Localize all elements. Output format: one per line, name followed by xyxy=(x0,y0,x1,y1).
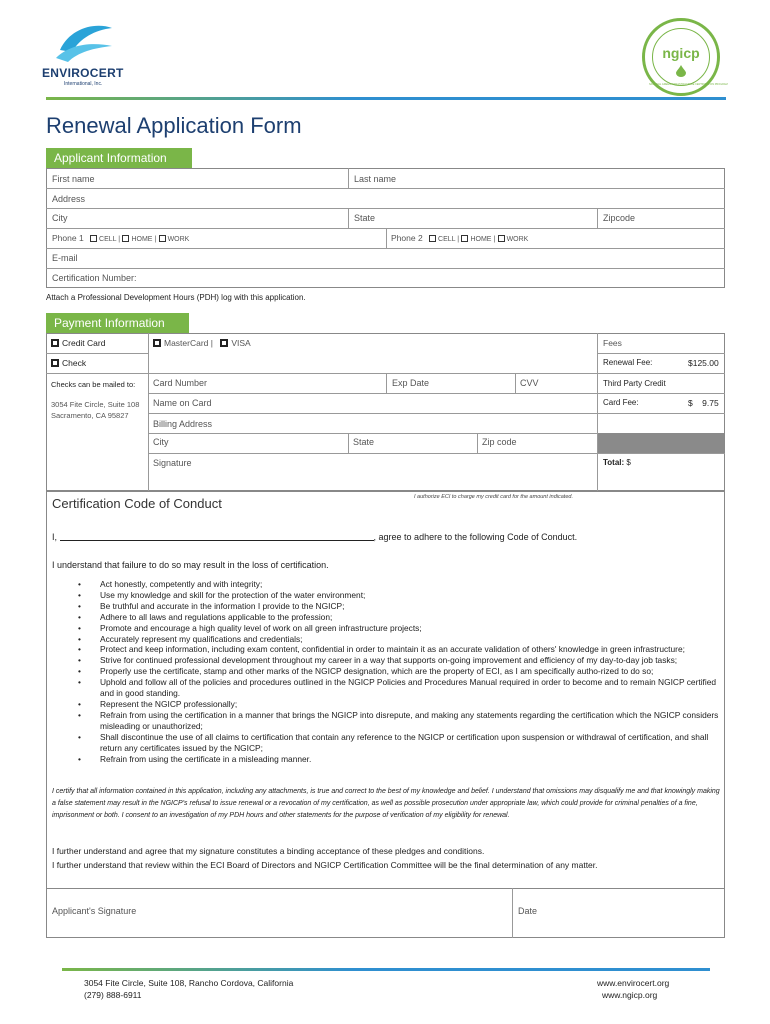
row-divider xyxy=(597,393,725,394)
card-number-field[interactable]: Card Number xyxy=(153,378,208,388)
col-divider xyxy=(597,333,598,491)
row-divider xyxy=(148,433,597,434)
billing-address-field[interactable]: Billing Address xyxy=(153,419,213,429)
col-divider xyxy=(348,208,349,228)
pledge-agree: , agree to adhere to the following Code of Conduct. xyxy=(373,532,578,542)
ngicp-seal xyxy=(642,18,728,96)
credit-card-option[interactable] xyxy=(51,338,105,348)
footer-rule xyxy=(62,968,710,971)
conduct-item: • Use my knowledge and skill for the protection of the water environment; xyxy=(60,590,720,601)
row-divider xyxy=(46,208,725,209)
row-divider xyxy=(148,373,597,374)
conduct-item: • Properly use the certificate, stamp and other marks of the NGICP designation, which are the property of ECI, as I am specifically autho-rized to do so; xyxy=(60,666,720,677)
understand-text: I understand that failure to do so may result in the loss of certification. xyxy=(52,560,329,570)
name-on-card-field[interactable]: Name on Card xyxy=(153,398,212,408)
checkbox-icon[interactable] xyxy=(429,235,436,242)
row-divider xyxy=(597,453,725,454)
cell-option: CELL | xyxy=(438,236,460,243)
checkbox-icon[interactable] xyxy=(220,339,228,347)
renewal-fee-value: $125.00 xyxy=(688,358,719,368)
phone2-label: Phone 2 xyxy=(391,233,423,243)
checkbox-icon[interactable] xyxy=(51,359,59,367)
payment-section-header: Payment Information xyxy=(46,313,189,333)
col-divider xyxy=(386,373,387,393)
further-text-2: I further understand that review within the ECI Board of Directors and NGICP Certification Committee will be the final determination of any matter. xyxy=(52,860,598,870)
conduct-item: • Refrain from using the certificate in a misleading manner. xyxy=(60,754,720,765)
row-divider xyxy=(46,188,725,189)
applicant-signature-field[interactable]: Applicant's Signature xyxy=(52,906,137,916)
footer-phone: (279) 888-6911 xyxy=(84,990,142,1000)
checkbox-icon[interactable] xyxy=(461,235,468,242)
wave-logo-icon xyxy=(50,20,120,64)
exp-date-field[interactable]: Exp Date xyxy=(392,378,430,388)
signature-row-box xyxy=(46,888,725,938)
footer-address: 3054 Fite Circle, Suite 108, Rancho Cordova, California xyxy=(84,978,294,988)
conduct-item: • Refrain from using the certification in a manner that brings the NGICP into disrepute, and making any statements regarding the certification which the NGICP considers misleading or unauthorized; xyxy=(60,710,720,732)
row-divider xyxy=(597,413,725,414)
row-divider xyxy=(148,453,597,454)
cell-option: CELL | xyxy=(99,236,121,243)
row-divider xyxy=(46,268,725,269)
row-divider xyxy=(148,413,597,414)
mastercard-label: MasterCard | xyxy=(164,338,213,348)
conduct-list xyxy=(60,579,720,764)
row-divider xyxy=(46,353,148,354)
conduct-item: • Accurately represent my qualifications and credentials; xyxy=(60,634,720,645)
visa-label: VISA xyxy=(231,338,251,348)
checkbox-icon[interactable] xyxy=(498,235,505,242)
row-divider xyxy=(148,393,597,394)
conduct-item: • Promote and encourage a high quality level of work on all green infrastructure projects; xyxy=(60,623,720,634)
card-type-options[interactable] xyxy=(153,338,251,348)
checkbox-icon[interactable] xyxy=(159,235,166,242)
pledge-prefix: I, xyxy=(52,532,58,542)
phone1-label: Phone 1 xyxy=(52,233,84,243)
logo-name: ENVIROCERT xyxy=(42,66,124,80)
home-option: HOME | xyxy=(470,236,496,243)
row-divider xyxy=(597,353,725,354)
email-field[interactable]: E-mail xyxy=(52,253,78,263)
authorize-note: I authorize ECI to charge my credit card for the amount indicated. xyxy=(414,494,573,500)
page-title: Renewal Application Form xyxy=(46,113,302,138)
col-divider xyxy=(477,433,478,453)
conduct-item: • Adhere to all laws and regulations applicable to the profession; xyxy=(60,612,720,623)
total-label: Total: xyxy=(603,458,625,467)
cvv-field[interactable]: CVV xyxy=(520,378,539,388)
conduct-item: • Represent the NGICP professionally; xyxy=(60,699,720,710)
billing-zip-field[interactable]: Zip code xyxy=(482,437,517,447)
conduct-title: Certification Code of Conduct xyxy=(52,496,222,511)
col-divider xyxy=(512,888,513,938)
check-option[interactable] xyxy=(51,358,86,368)
col-divider xyxy=(515,373,516,393)
logo-subtitle: International, Inc. xyxy=(64,81,103,87)
fee-shaded-row xyxy=(598,433,724,453)
envirocert-logo xyxy=(42,20,122,90)
row-divider xyxy=(597,373,725,374)
conduct-item: • Be truthful and accurate in the information I provide to the NGICP; xyxy=(60,601,720,612)
total-row[interactable] xyxy=(603,458,631,467)
work-option: WORK xyxy=(167,236,190,243)
first-name-field[interactable]: First name xyxy=(52,174,95,184)
date-field[interactable]: Date xyxy=(518,906,538,916)
state-field[interactable]: State xyxy=(354,213,376,223)
conduct-item: • Uphold and follow all of the policies and procedures outlined in the NGICP Policies and Procedures Manual required in order to become and to remain NGICP certified and in good standing. xyxy=(60,677,720,699)
phone1-field[interactable] xyxy=(52,233,189,243)
signature-field[interactable]: Signature xyxy=(153,458,192,468)
check-label: Check xyxy=(62,358,87,368)
col-divider xyxy=(386,228,387,248)
third-party-credit: Third Party Credit xyxy=(603,379,666,388)
footer-web-envirocert[interactable]: www.envirocert.org xyxy=(597,978,670,988)
checkbox-icon[interactable] xyxy=(51,339,59,347)
col-divider xyxy=(148,333,149,491)
billing-state-field[interactable]: State xyxy=(353,437,375,447)
conduct-item: • Act honestly, competently and with integrity; xyxy=(60,579,720,590)
checkbox-icon[interactable] xyxy=(153,339,161,347)
seal-text: ngicp xyxy=(662,45,700,61)
col-divider xyxy=(348,433,349,453)
cert-number-field[interactable]: Certification Number: xyxy=(52,273,137,283)
attach-note: Attach a Professional Development Hours (PDH) log with this application. xyxy=(46,293,306,302)
pledge-name-blank[interactable] xyxy=(60,532,374,541)
footer-web-ngicp[interactable]: www.ngicp.org xyxy=(602,990,658,1000)
total-value: $ xyxy=(626,458,631,467)
renewal-fee-label: Renewal Fee: xyxy=(603,358,653,367)
applicant-section-header: Applicant Information xyxy=(46,148,192,168)
conduct-item: • Strive for continued professional development throughout my career in a way that supports on-going improvement and efficiency of my day-to-day job tasks; xyxy=(60,655,720,666)
address-field[interactable]: Address xyxy=(52,194,86,204)
city-field[interactable]: City xyxy=(52,213,68,223)
mail-address-line2: Sacramento, CA 95827 xyxy=(51,411,129,420)
row-divider xyxy=(46,248,725,249)
fees-label: Fees xyxy=(603,338,622,348)
certify-text: I certify that all information contained in this application, including any attachments, is true and correct to the best of my knowledge and belief. I understand that omissions may disqualify me and that knowingly making a false statement may result in the NGICP's refusal to issue renewal or a revocation of my certification, as well as possible prosecution under appropriate law, which could provide for criminal penalties of a fine, imprisonment or both. I consent to an investigation of my PDH hours and other statements for the purpose of verification of my eligibility for renewal. xyxy=(52,788,720,819)
header-rule xyxy=(46,97,726,100)
conduct-item: • Shall discontinue the use of all claims to certification that contain any reference to the NGICP or certification upon suspension or withdrawal of certification, and shall return any certificates issued by the NGICP; xyxy=(60,732,720,754)
pledge-line xyxy=(52,532,577,542)
checks-mailed-label: Checks can be mailed to: xyxy=(51,380,136,389)
water-drop-icon xyxy=(676,65,686,77)
checkbox-icon[interactable] xyxy=(90,235,97,242)
further-text-1: I further understand and agree that my signature constitutes a binding acceptance of these pledges and conditions. xyxy=(52,846,485,856)
checkbox-icon[interactable] xyxy=(122,235,129,242)
last-name-field[interactable]: Last name xyxy=(354,174,397,184)
seal-ring-text: NATIONAL GREEN INFRASTRUCTURE CERTIFICATION PROGRAM xyxy=(649,83,728,86)
work-option: WORK xyxy=(506,236,529,243)
phone2-field[interactable] xyxy=(391,233,528,243)
card-fee-label: Card Fee: xyxy=(603,398,639,407)
row-divider xyxy=(46,373,148,374)
col-divider xyxy=(597,208,598,228)
conduct-item: • Protect and keep information, including exam content, confidential in order to maintain it as an accurate validation of others' knowledge in green infrastructure; xyxy=(60,644,720,655)
mail-address-line1: 3054 Fite Circle, Suite 108 xyxy=(51,400,140,409)
billing-city-field[interactable]: City xyxy=(153,437,169,447)
zipcode-field[interactable]: Zipcode xyxy=(603,213,636,223)
home-option: HOME | xyxy=(131,236,157,243)
credit-card-label: Credit Card xyxy=(62,338,106,348)
col-divider xyxy=(348,168,349,188)
card-fee-value: $ 9.75 xyxy=(688,398,719,408)
